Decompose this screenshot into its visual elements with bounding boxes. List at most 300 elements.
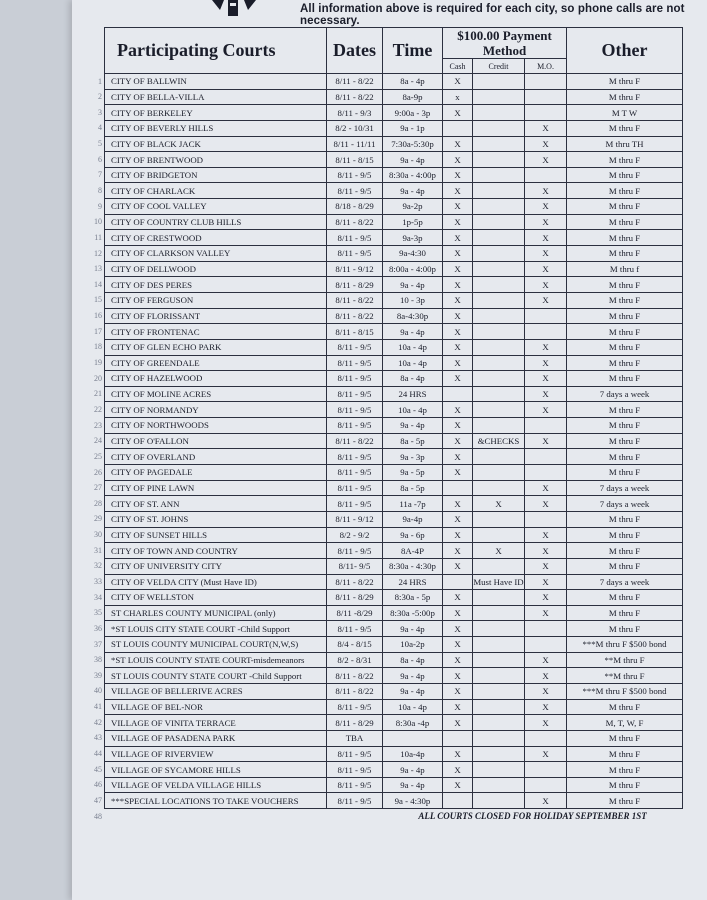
table-row bbox=[105, 511, 683, 527]
money-order-cell: X bbox=[525, 668, 567, 684]
table-row bbox=[105, 637, 683, 653]
row-number: 12 bbox=[94, 248, 102, 258]
cash-cell: X bbox=[443, 433, 473, 449]
table-row bbox=[105, 543, 683, 559]
time-cell: 9a - 4p bbox=[383, 668, 443, 684]
table-row bbox=[105, 136, 683, 152]
cash-cell: X bbox=[443, 746, 473, 762]
money-order-cell bbox=[525, 89, 567, 105]
table-row bbox=[105, 120, 683, 136]
row-number: 10 bbox=[94, 217, 102, 227]
dates-cell: 8/11 - 9/5 bbox=[327, 543, 383, 559]
other-cell: 7 days a week bbox=[567, 574, 683, 590]
time-cell: 9a - 4p bbox=[383, 277, 443, 293]
time-cell: 8:30a -4p bbox=[383, 715, 443, 731]
time-cell: 9a - 5p bbox=[383, 465, 443, 481]
credit-cell bbox=[473, 292, 525, 308]
cash-cell: X bbox=[443, 152, 473, 168]
credit-cell bbox=[473, 246, 525, 262]
credit-cell bbox=[473, 762, 525, 778]
court-name-cell: CITY OF DES PERES bbox=[105, 277, 327, 293]
court-name-cell: VILLAGE OF BELLERIVE ACRES bbox=[105, 683, 327, 699]
table-row bbox=[105, 746, 683, 762]
other-cell: M thru F bbox=[567, 339, 683, 355]
credit-cell: &CHECKS bbox=[473, 433, 525, 449]
courts-table-wrapper bbox=[104, 27, 682, 824]
money-order-cell: X bbox=[525, 371, 567, 387]
table-row bbox=[105, 355, 683, 371]
court-name-cell: CITY OF HAZELWOOD bbox=[105, 371, 327, 387]
header-credit: Credit bbox=[473, 59, 525, 74]
money-order-cell: X bbox=[525, 652, 567, 668]
cash-cell: X bbox=[443, 699, 473, 715]
credit-cell bbox=[473, 777, 525, 793]
cash-cell bbox=[443, 574, 473, 590]
row-number: 4 bbox=[98, 123, 102, 133]
other-cell: M thru F bbox=[567, 746, 683, 762]
credit-cell bbox=[473, 527, 525, 543]
cash-cell: X bbox=[443, 167, 473, 183]
row-number: 23 bbox=[94, 420, 102, 430]
credit-cell bbox=[473, 746, 525, 762]
cash-cell: X bbox=[443, 605, 473, 621]
dates-cell: 8/11 - 8/15 bbox=[327, 152, 383, 168]
cash-cell: X bbox=[443, 683, 473, 699]
money-order-cell bbox=[525, 777, 567, 793]
money-order-cell: X bbox=[525, 199, 567, 215]
dates-cell: 8/11 - 9/5 bbox=[327, 402, 383, 418]
cash-cell: X bbox=[443, 527, 473, 543]
money-order-cell: X bbox=[525, 386, 567, 402]
table-row bbox=[105, 402, 683, 418]
holiday-spacer bbox=[105, 809, 383, 824]
dates-cell: 8/11 -8/29 bbox=[327, 605, 383, 621]
money-order-cell: X bbox=[525, 152, 567, 168]
cash-cell: X bbox=[443, 308, 473, 324]
cash-cell: X bbox=[443, 355, 473, 371]
other-cell: M thru F bbox=[567, 449, 683, 465]
court-name-cell: ST LOUIS COUNTY STATE COURT -Child Support bbox=[105, 668, 327, 684]
time-cell: 8:00a - 4:00p bbox=[383, 261, 443, 277]
row-number: 5 bbox=[98, 139, 102, 149]
money-order-cell bbox=[525, 730, 567, 746]
credit-cell bbox=[473, 418, 525, 434]
header-payment-line1: $100.00 Payment bbox=[457, 28, 552, 43]
credit-cell bbox=[473, 89, 525, 105]
dates-cell: 8/11 - 8/22 bbox=[327, 308, 383, 324]
row-number: 21 bbox=[94, 389, 102, 399]
court-name-cell: CITY OF ST. ANN bbox=[105, 496, 327, 512]
other-cell: **M thru F bbox=[567, 668, 683, 684]
money-order-cell bbox=[525, 637, 567, 653]
time-cell: 8a - 4p bbox=[383, 74, 443, 90]
other-cell: M thru F bbox=[567, 74, 683, 90]
time-cell: 8a - 5p bbox=[383, 480, 443, 496]
other-cell: M thru F bbox=[567, 558, 683, 574]
time-cell: 24 HRS bbox=[383, 574, 443, 590]
court-name-cell: CITY OF DELLWOOD bbox=[105, 261, 327, 277]
cash-cell: X bbox=[443, 652, 473, 668]
credit-cell bbox=[473, 699, 525, 715]
credit-cell bbox=[473, 386, 525, 402]
time-cell: 9a - 4p bbox=[383, 762, 443, 778]
court-name-cell: CITY OF MOLINE ACRES bbox=[105, 386, 327, 402]
time-cell: 9a - 3p bbox=[383, 449, 443, 465]
row-number: 19 bbox=[94, 358, 102, 368]
other-cell: M thru F bbox=[567, 527, 683, 543]
cash-cell: X bbox=[443, 74, 473, 90]
dates-cell: 8/11 - 8/22 bbox=[327, 214, 383, 230]
row-number: 8 bbox=[98, 185, 102, 195]
credit-cell bbox=[473, 120, 525, 136]
time-cell: 9a - 4p bbox=[383, 152, 443, 168]
row-number: 27 bbox=[94, 483, 102, 493]
table-row bbox=[105, 496, 683, 512]
other-cell: M thru F bbox=[567, 183, 683, 199]
money-order-cell bbox=[525, 762, 567, 778]
time-cell: 8:30a - 5p bbox=[383, 590, 443, 606]
table-row bbox=[105, 449, 683, 465]
row-number: 3 bbox=[98, 107, 102, 117]
time-cell bbox=[383, 730, 443, 746]
row-number: 46 bbox=[94, 780, 102, 790]
other-cell: ***M thru F $500 bond bbox=[567, 683, 683, 699]
court-name-cell: VILLAGE OF VELDA VILLAGE HILLS bbox=[105, 777, 327, 793]
money-order-cell: X bbox=[525, 292, 567, 308]
cash-cell: X bbox=[443, 292, 473, 308]
dates-cell: 8/11 - 9/5 bbox=[327, 793, 383, 809]
other-cell: M, T, W, F bbox=[567, 715, 683, 731]
cash-cell: X bbox=[443, 637, 473, 653]
row-number: 42 bbox=[94, 717, 102, 727]
court-name-cell: CITY OF BLACK JACK bbox=[105, 136, 327, 152]
table-row bbox=[105, 621, 683, 637]
other-cell: 7 days a week bbox=[567, 480, 683, 496]
dates-cell: 8/11 - 9/5 bbox=[327, 418, 383, 434]
other-cell: M thru F bbox=[567, 152, 683, 168]
court-name-cell: CITY OF NORMANDY bbox=[105, 402, 327, 418]
court-name-cell: VILLAGE OF BEL-NOR bbox=[105, 699, 327, 715]
row-number: 15 bbox=[94, 295, 102, 305]
money-order-cell bbox=[525, 74, 567, 90]
other-cell: M thru F bbox=[567, 277, 683, 293]
header-payment bbox=[443, 28, 567, 59]
row-number: 44 bbox=[94, 749, 102, 759]
credit-cell bbox=[473, 371, 525, 387]
dates-cell: 8/11 - 9/3 bbox=[327, 105, 383, 121]
courts-table-body bbox=[105, 74, 683, 824]
cash-cell: X bbox=[443, 136, 473, 152]
dates-cell: 8/11 - 9/5 bbox=[327, 167, 383, 183]
credit-cell bbox=[473, 324, 525, 340]
cash-cell: x bbox=[443, 89, 473, 105]
row-number: 6 bbox=[98, 154, 102, 164]
court-name-cell: ST CHARLES COUNTY MUNICIPAL (only) bbox=[105, 605, 327, 621]
table-row bbox=[105, 480, 683, 496]
table-row bbox=[105, 167, 683, 183]
court-name-cell: CITY OF WELLSTON bbox=[105, 590, 327, 606]
other-cell: M thru F bbox=[567, 433, 683, 449]
other-cell: ***M thru F $500 bond bbox=[567, 637, 683, 653]
row-number: 36 bbox=[94, 623, 102, 633]
other-cell: M thru F bbox=[567, 199, 683, 215]
row-number: 28 bbox=[94, 498, 102, 508]
credit-cell bbox=[473, 74, 525, 90]
time-cell: 9a - 4p bbox=[383, 324, 443, 340]
dates-cell: 8/11 - 8/29 bbox=[327, 590, 383, 606]
header-courts: Participating Courts bbox=[105, 28, 327, 74]
time-cell: 7:30a-5:30p bbox=[383, 136, 443, 152]
credit-cell bbox=[473, 605, 525, 621]
other-cell: 7 days a week bbox=[567, 386, 683, 402]
table-row bbox=[105, 230, 683, 246]
cash-cell: X bbox=[443, 777, 473, 793]
other-cell: 7 days a week bbox=[567, 496, 683, 512]
court-name-cell: VILLAGE OF VINITA TERRACE bbox=[105, 715, 327, 731]
row-number: 35 bbox=[94, 608, 102, 618]
row-number: 25 bbox=[94, 451, 102, 461]
cash-cell: X bbox=[443, 183, 473, 199]
credit-cell bbox=[473, 339, 525, 355]
other-cell: M thru F bbox=[567, 214, 683, 230]
other-cell: M thru F bbox=[567, 621, 683, 637]
money-order-cell: X bbox=[525, 496, 567, 512]
dates-cell: 8/11 - 9/5 bbox=[327, 355, 383, 371]
court-name-cell: VILLAGE OF SYCAMORE HILLS bbox=[105, 762, 327, 778]
row-number: 43 bbox=[94, 733, 102, 743]
credit-cell bbox=[473, 793, 525, 809]
cash-cell bbox=[443, 730, 473, 746]
table-row bbox=[105, 699, 683, 715]
time-cell: 9a - 4p bbox=[383, 621, 443, 637]
courts-table bbox=[104, 27, 683, 824]
money-order-cell bbox=[525, 449, 567, 465]
cash-cell: X bbox=[443, 324, 473, 340]
row-number: 32 bbox=[94, 561, 102, 571]
time-cell: 8a - 5p bbox=[383, 433, 443, 449]
row-number: 33 bbox=[94, 577, 102, 586]
time-cell: 9:00a - 3p bbox=[383, 105, 443, 121]
court-name-cell: CITY OF NORTHWOODS bbox=[105, 418, 327, 434]
other-cell: M thru F bbox=[567, 308, 683, 324]
row-number: 48 bbox=[94, 811, 102, 821]
table-row bbox=[105, 558, 683, 574]
credit-cell bbox=[473, 230, 525, 246]
credit-cell: Must Have ID bbox=[473, 574, 525, 590]
dates-cell: 8/11- 9/5 bbox=[327, 558, 383, 574]
table-row bbox=[105, 605, 683, 621]
table-row bbox=[105, 762, 683, 778]
credit-cell bbox=[473, 167, 525, 183]
dates-cell: 8/2 - 10/31 bbox=[327, 120, 383, 136]
credit-cell bbox=[473, 308, 525, 324]
money-order-cell: X bbox=[525, 230, 567, 246]
row-number: 45 bbox=[94, 764, 102, 774]
dates-cell: 8/11 - 9/5 bbox=[327, 386, 383, 402]
other-cell: M thru F bbox=[567, 730, 683, 746]
dates-cell: 8/11 - 9/12 bbox=[327, 261, 383, 277]
money-order-cell: X bbox=[525, 793, 567, 809]
money-order-cell bbox=[525, 465, 567, 481]
court-name-cell: CITY OF PINE LAWN bbox=[105, 480, 327, 496]
table-row bbox=[105, 371, 683, 387]
court-name-cell: CITY OF UNIVERSITY CITY bbox=[105, 558, 327, 574]
cash-cell: X bbox=[443, 371, 473, 387]
court-name-cell: ***SPECIAL LOCATIONS TO TAKE VOUCHERS bbox=[105, 793, 327, 809]
seal-icon bbox=[210, 0, 258, 18]
money-order-cell: X bbox=[525, 261, 567, 277]
cash-cell: X bbox=[443, 277, 473, 293]
row-number: 30 bbox=[94, 530, 102, 540]
time-cell: 8:30a - 4:30p bbox=[383, 558, 443, 574]
row-number: 47 bbox=[94, 795, 102, 805]
court-name-cell: CITY OF GLEN ECHO PARK bbox=[105, 339, 327, 355]
time-cell: 9a - 4p bbox=[383, 418, 443, 434]
row-number: 18 bbox=[94, 342, 102, 352]
money-order-cell bbox=[525, 511, 567, 527]
court-name-cell: CITY OF SUNSET HILLS bbox=[105, 527, 327, 543]
other-cell: M T W bbox=[567, 105, 683, 121]
row-number: 1 bbox=[98, 76, 102, 86]
dates-cell: 8/11 - 9/5 bbox=[327, 449, 383, 465]
table-row bbox=[105, 683, 683, 699]
cash-cell: X bbox=[443, 496, 473, 512]
money-order-cell: X bbox=[525, 136, 567, 152]
time-cell: 9a - 6p bbox=[383, 527, 443, 543]
table-row bbox=[105, 324, 683, 340]
credit-cell bbox=[473, 621, 525, 637]
cash-cell: X bbox=[443, 214, 473, 230]
court-name-cell: CITY OF TOWN AND COUNTRY bbox=[105, 543, 327, 559]
time-cell: 10a-4p bbox=[383, 746, 443, 762]
money-order-cell: X bbox=[525, 214, 567, 230]
court-name-cell: CITY OF BELLA-VILLA bbox=[105, 89, 327, 105]
dates-cell: 8/11 - 9/5 bbox=[327, 746, 383, 762]
credit-cell bbox=[473, 465, 525, 481]
cash-cell bbox=[443, 480, 473, 496]
header-payment-line2: Method bbox=[482, 43, 527, 58]
dates-cell: 8/11 - 8/29 bbox=[327, 715, 383, 731]
cash-cell: X bbox=[443, 418, 473, 434]
money-order-cell: X bbox=[525, 574, 567, 590]
dates-cell: 8/11 - 8/22 bbox=[327, 292, 383, 308]
time-cell: 10 - 3p bbox=[383, 292, 443, 308]
money-order-cell: X bbox=[525, 558, 567, 574]
cash-cell: X bbox=[443, 558, 473, 574]
header-other: Other bbox=[567, 28, 683, 74]
row-number: 24 bbox=[94, 436, 102, 446]
table-row bbox=[105, 246, 683, 262]
money-order-cell bbox=[525, 621, 567, 637]
credit-cell bbox=[473, 480, 525, 496]
table-row bbox=[105, 465, 683, 481]
table-row bbox=[105, 668, 683, 684]
other-cell: M thru F bbox=[567, 371, 683, 387]
money-order-cell: X bbox=[525, 246, 567, 262]
dates-cell: 8/11 - 9/5 bbox=[327, 230, 383, 246]
table-row bbox=[105, 339, 683, 355]
time-cell: 10a - 4p bbox=[383, 355, 443, 371]
cash-cell: X bbox=[443, 199, 473, 215]
court-name-cell: ST LOUIS COUNTY MUNICIPAL COURT(N,W,S) bbox=[105, 637, 327, 653]
row-number: 29 bbox=[94, 514, 102, 524]
table-row bbox=[105, 261, 683, 277]
other-cell: M thru F bbox=[567, 292, 683, 308]
table-row bbox=[105, 418, 683, 434]
time-cell: 9a - 4p bbox=[383, 777, 443, 793]
row-number: 22 bbox=[94, 404, 102, 414]
credit-cell bbox=[473, 511, 525, 527]
court-name-cell: CITY OF BALLWIN bbox=[105, 74, 327, 90]
court-name-cell: CITY OF BERKELEY bbox=[105, 105, 327, 121]
credit-cell bbox=[473, 152, 525, 168]
row-number: 17 bbox=[94, 326, 102, 336]
court-name-cell: CITY OF COOL VALLEY bbox=[105, 199, 327, 215]
court-name-cell: CITY OF GREENDALE bbox=[105, 355, 327, 371]
court-name-cell: CITY OF VELDA CITY (Must Have ID) bbox=[105, 574, 327, 590]
cash-cell: X bbox=[443, 261, 473, 277]
credit-cell: X bbox=[473, 496, 525, 512]
dates-cell: 8/11 - 8/22 bbox=[327, 433, 383, 449]
other-cell: M thru F bbox=[567, 167, 683, 183]
table-row bbox=[105, 105, 683, 121]
court-name-cell: CITY OF PAGEDALE bbox=[105, 465, 327, 481]
other-cell: M thru F bbox=[567, 402, 683, 418]
time-cell: 10a - 4p bbox=[383, 402, 443, 418]
time-cell: 1p-5p bbox=[383, 214, 443, 230]
time-cell: 8a-9p bbox=[383, 89, 443, 105]
other-cell: M thru F bbox=[567, 418, 683, 434]
money-order-cell bbox=[525, 167, 567, 183]
notice-text: All information above is required for each city, so phone calls are not necessary. bbox=[300, 3, 685, 27]
dates-cell: 8/11 - 8/22 bbox=[327, 89, 383, 105]
dates-cell: 8/2 - 8/31 bbox=[327, 652, 383, 668]
money-order-cell: X bbox=[525, 277, 567, 293]
credit-cell bbox=[473, 590, 525, 606]
table-row bbox=[105, 277, 683, 293]
row-number-column bbox=[88, 74, 102, 824]
other-cell: M thru F bbox=[567, 793, 683, 809]
cash-cell: X bbox=[443, 230, 473, 246]
table-row bbox=[105, 183, 683, 199]
row-number: 41 bbox=[94, 702, 102, 712]
dates-cell: 8/11 - 8/22 bbox=[327, 74, 383, 90]
money-order-cell: X bbox=[525, 183, 567, 199]
time-cell: 9a - 4p bbox=[383, 183, 443, 199]
dates-cell: 8/11 - 9/5 bbox=[327, 183, 383, 199]
other-cell: M thru TH bbox=[567, 136, 683, 152]
court-name-cell: VILLAGE OF PASADENA PARK bbox=[105, 730, 327, 746]
row-number: 2 bbox=[98, 92, 102, 102]
dates-cell: 8/11 - 8/15 bbox=[327, 324, 383, 340]
court-name-cell: VILLAGE OF RIVERVIEW bbox=[105, 746, 327, 762]
dates-cell: 8/11 - 9/12 bbox=[327, 511, 383, 527]
cash-cell bbox=[443, 386, 473, 402]
table-row bbox=[105, 74, 683, 90]
court-name-cell: CITY OF COUNTRY CLUB HILLS bbox=[105, 214, 327, 230]
dates-cell: 8/11 - 8/22 bbox=[327, 683, 383, 699]
header-mo: M.O. bbox=[525, 59, 567, 74]
credit-cell: X bbox=[473, 543, 525, 559]
money-order-cell: X bbox=[525, 683, 567, 699]
dates-cell: 8/11 - 8/22 bbox=[327, 668, 383, 684]
row-number: 37 bbox=[94, 639, 102, 649]
credit-cell bbox=[473, 355, 525, 371]
other-cell: **M thru F bbox=[567, 652, 683, 668]
cash-cell: X bbox=[443, 339, 473, 355]
table-row bbox=[105, 433, 683, 449]
dates-cell: 8/11 - 11/11 bbox=[327, 136, 383, 152]
